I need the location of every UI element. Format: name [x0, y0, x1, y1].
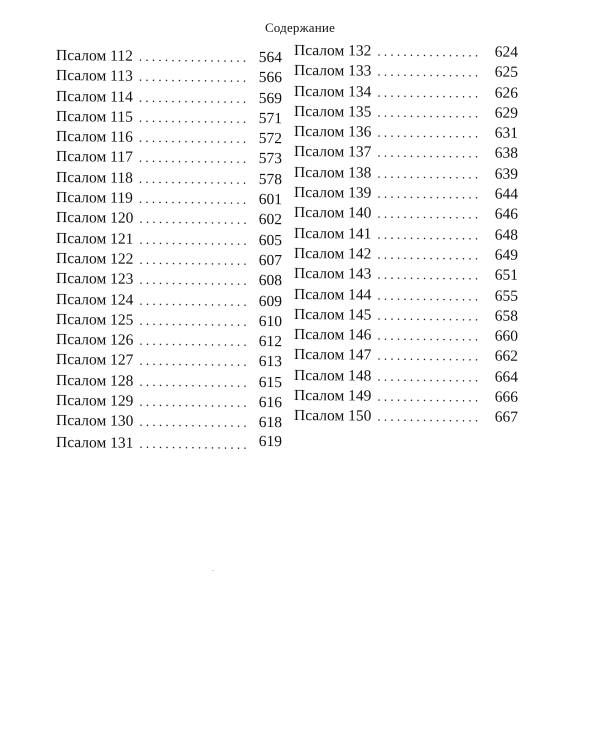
toc-entry[interactable] [56, 291, 282, 313]
toc-dot-leader [371, 389, 482, 406]
toc-dot-leader [371, 328, 482, 345]
toc-dot-leader [133, 89, 246, 106]
toc-entry[interactable] [294, 164, 518, 186]
toc-dot-leader [371, 206, 482, 223]
toc-entry-page-number: 612 [258, 333, 282, 351]
toc-entry[interactable] [56, 434, 282, 456]
toc-entry-title: Псалом 140 [294, 204, 372, 222]
toc-dot-leader [133, 373, 246, 390]
toc-entry[interactable] [56, 230, 282, 252]
toc-entry-title: Псалом 124 [56, 290, 134, 309]
toc-column-left [56, 47, 282, 454]
toc-entry-title: Псалом 146 [294, 326, 372, 344]
toc-entry-page-number: 569 [258, 89, 282, 107]
toc-entry-title: Псалом 149 [294, 387, 372, 405]
toc-entry[interactable] [56, 392, 282, 414]
toc-entry[interactable] [56, 270, 282, 292]
toc-entry-title: Псалом 143 [294, 265, 372, 283]
toc-entry[interactable] [56, 412, 282, 434]
toc-entry-page-number: 629 [494, 104, 518, 122]
toc-entry-page-number: 626 [494, 84, 518, 102]
toc-entry-title: Псалом 148 [294, 366, 372, 385]
toc-entry-title: Псалом 142 [294, 244, 372, 263]
toc-entry-page-number: 610 [258, 312, 282, 331]
toc-entry-page-number: 662 [494, 348, 518, 366]
toc-dot-leader [133, 150, 246, 167]
toc-entry[interactable] [56, 351, 282, 373]
toc-dot-leader [133, 231, 246, 248]
toc-entry-title: Псалом 112 [56, 47, 133, 65]
toc-entry[interactable] [56, 372, 282, 394]
toc-dot-leader [133, 435, 246, 452]
toc-entry-page-number: 618 [258, 414, 282, 432]
toc-entry[interactable] [294, 407, 518, 429]
toc-entry[interactable] [294, 326, 518, 348]
toc-entry[interactable] [56, 209, 282, 231]
toc-dot-leader [371, 44, 482, 61]
toc-entry[interactable] [294, 184, 518, 206]
toc-entry-title: Псалом 128 [56, 371, 134, 390]
toc-entry[interactable] [294, 286, 518, 308]
toc-entry-page-number: 564 [258, 48, 282, 67]
toc-entry[interactable] [294, 387, 518, 409]
toc-column-right [294, 42, 518, 428]
toc-dot-leader [133, 272, 246, 289]
toc-entry-page-number: 573 [258, 150, 282, 168]
toc-entry-title: Псалом 119 [56, 189, 133, 207]
toc-dot-leader [371, 368, 482, 385]
toc-dot-leader [133, 414, 246, 431]
toc-entry[interactable] [294, 225, 518, 247]
toc-entry-page-number: 602 [258, 211, 282, 229]
toc-entry-page-number: 607 [258, 251, 282, 270]
toc-entry-title: Псалом 120 [56, 209, 134, 228]
toc-entry[interactable] [294, 42, 518, 64]
toc-dot-leader [133, 252, 246, 269]
toc-entry[interactable] [56, 189, 282, 211]
toc-entry-page-number: 655 [494, 287, 518, 305]
toc-dot-leader [133, 69, 246, 86]
toc-entry[interactable] [294, 204, 518, 226]
toc-entry-page-number: 572 [258, 130, 282, 148]
toc-dot-leader [371, 186, 482, 203]
toc-entry-title: Псалом 132 [294, 42, 372, 60]
toc-entry[interactable] [56, 88, 282, 110]
toc-entry-title: Псалом 122 [56, 249, 134, 268]
toc-entry[interactable] [56, 47, 282, 69]
toc-entry-title: Псалом 139 [294, 184, 372, 202]
toc-dot-leader [371, 64, 482, 81]
toc-entry-page-number: 646 [494, 205, 518, 224]
toc-entry-title: Псалом 113 [56, 67, 133, 86]
toc-dot-leader [133, 394, 246, 411]
toc-entry-title: Псалом 126 [56, 331, 134, 349]
toc-entry-page-number: 616 [258, 393, 282, 412]
toc-entry-page-number: 638 [494, 145, 518, 163]
toc-entry-title: Псалом 125 [56, 310, 134, 329]
toc-dot-leader [133, 211, 246, 228]
toc-entry-title: Псалом 145 [294, 305, 372, 324]
toc-entry[interactable] [56, 311, 282, 333]
toc-dot-leader [371, 409, 482, 426]
toc-entry[interactable] [294, 265, 518, 287]
toc-dot-leader [371, 84, 482, 101]
toc-entry-title: Псалом 127 [56, 351, 134, 370]
toc-entry-page-number: 639 [494, 165, 518, 183]
toc-entry-page-number: 649 [494, 246, 518, 264]
toc-dot-leader [371, 287, 482, 304]
toc-entry-page-number: 625 [494, 63, 518, 82]
toc-entry-title: Псалом 135 [294, 102, 372, 121]
toc-entry-title: Псалом 117 [56, 148, 133, 167]
toc-entry-title: Псалом 137 [294, 143, 372, 162]
toc-entry-title: Псалом 114 [56, 87, 133, 106]
toc-dot-leader [133, 191, 246, 208]
toc-dot-leader [133, 313, 246, 330]
toc-entry-title: Псалом 147 [294, 346, 372, 365]
toc-entry-title: Псалом 118 [56, 168, 133, 187]
toc-entry[interactable] [294, 346, 518, 368]
toc-dot-leader [371, 307, 482, 324]
toc-entry[interactable] [56, 331, 282, 353]
toc-entry-title: Псалом 150 [294, 407, 372, 425]
toc-entry-title: Псалом 116 [56, 128, 133, 146]
toc-entry[interactable] [294, 143, 518, 165]
toc-entry-page-number: 609 [258, 292, 282, 310]
toc-entry-page-number: 648 [494, 226, 518, 244]
toc-entry[interactable] [294, 62, 518, 84]
toc-dot-leader [133, 171, 246, 188]
toc-dot-leader [371, 348, 482, 365]
toc-dot-leader [371, 267, 482, 284]
toc-entry[interactable] [294, 245, 518, 267]
toc-entry-page-number: 624 [494, 43, 518, 61]
toc-entry-page-number: 605 [258, 231, 282, 249]
toc-entry-page-number: 658 [494, 307, 518, 325]
toc-entry[interactable] [294, 123, 518, 145]
toc-entry-page-number: 666 [494, 388, 518, 406]
scan-speck [212, 570, 214, 571]
toc-dot-leader [133, 110, 246, 127]
toc-entry-title: Псалом 131 [56, 433, 134, 452]
toc-dot-leader [133, 292, 246, 309]
toc-dot-leader [371, 247, 482, 264]
toc-dot-leader [371, 226, 482, 243]
toc-entry-title: Псалом 115 [56, 107, 133, 126]
toc-dot-leader [371, 125, 482, 142]
toc-dot-leader [133, 49, 246, 66]
toc-dot-leader [371, 145, 482, 162]
toc-entry[interactable] [56, 128, 282, 150]
toc-entry-title: Псалом 123 [56, 270, 134, 289]
toc-entry[interactable] [56, 108, 282, 130]
toc-entry-page-number: 578 [258, 170, 282, 188]
toc-entry-page-number: 651 [494, 266, 518, 285]
toc-entry[interactable] [294, 103, 518, 125]
toc-entry-page-number: 608 [258, 272, 282, 290]
toc-entry[interactable] [56, 250, 282, 272]
toc-entry-title: Псалом 134 [294, 82, 372, 101]
toc-dot-leader [133, 333, 246, 350]
toc-dot-leader [133, 353, 246, 370]
toc-entry[interactable] [56, 67, 282, 89]
toc-entry-page-number: 571 [258, 109, 282, 128]
toc-entry-page-number: 613 [258, 353, 282, 371]
toc-entry-page-number: 615 [258, 373, 282, 391]
toc-entry-title: Псалом 133 [294, 62, 372, 80]
toc-entry-page-number: 601 [258, 191, 282, 209]
toc-entry-title: Псалом 136 [294, 123, 372, 141]
toc-entry-title: Псалом 121 [56, 229, 134, 248]
toc-entry-page-number: 660 [494, 327, 518, 345]
toc-entry-page-number: 667 [494, 408, 518, 427]
toc-entry-page-number: 631 [494, 124, 518, 142]
toc-dot-leader [133, 130, 246, 147]
toc-entry-title: Псалом 129 [56, 392, 134, 410]
toc-entry-page-number: 644 [494, 185, 518, 203]
toc-entry[interactable] [56, 169, 282, 191]
toc-entry[interactable] [294, 367, 518, 389]
toc-dot-leader [371, 165, 482, 182]
toc-entry-page-number: 664 [494, 368, 518, 386]
toc-entry-title: Псалом 144 [294, 285, 372, 304]
toc-entry-title: Псалом 138 [294, 163, 372, 182]
toc-entry[interactable] [294, 83, 518, 105]
toc-entry-page-number: 566 [258, 69, 282, 87]
toc-entry-title: Псалом 141 [294, 224, 372, 243]
running-head-title: Содержание [264, 20, 336, 35]
toc-entry[interactable] [56, 148, 282, 170]
toc-dot-leader [371, 104, 482, 121]
toc-entry[interactable] [294, 306, 518, 328]
toc-entry-page-number: 619 [258, 432, 282, 450]
toc-entry-title: Псалом 130 [56, 412, 134, 431]
